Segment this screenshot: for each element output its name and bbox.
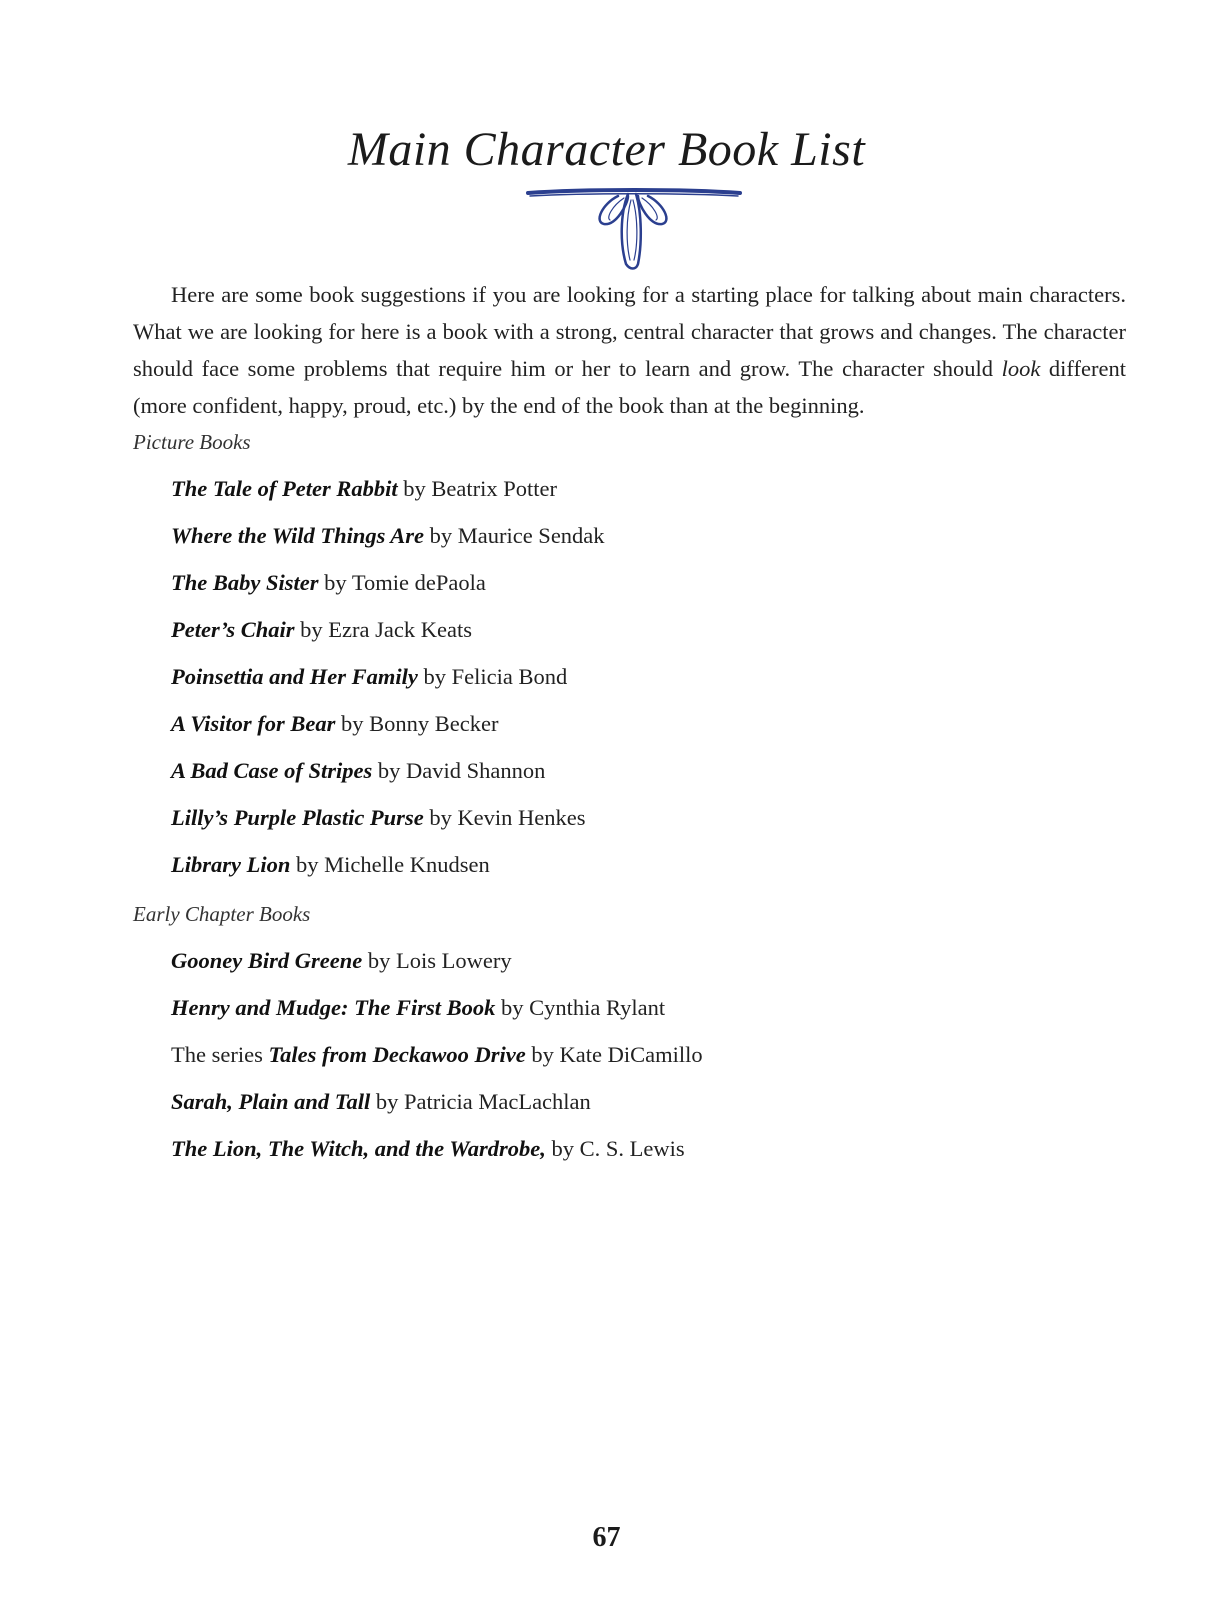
book-item — [171, 523, 605, 549]
page-title: Main Character Book List — [347, 123, 866, 176]
book-item — [171, 1136, 685, 1162]
book-author: by Maurice Sendak — [423, 523, 605, 548]
book-item — [171, 948, 512, 974]
section-label-early-chapter-books: Early Chapter Books — [133, 902, 311, 926]
intro-paragraph — [133, 276, 1126, 424]
book-item — [171, 1089, 591, 1115]
book-item — [171, 664, 567, 690]
book-title: Library Lion — [171, 852, 291, 877]
book-item — [171, 617, 472, 643]
intro-text-part2: different (more confident, happy, proud, etc.) by the end of the book than at the beginning. — [133, 356, 1126, 418]
book-author: by Tomie dePaola — [318, 570, 486, 595]
book-title: Tales from Deckawoo Drive — [268, 1042, 526, 1067]
book-title: Poinsettia and Her Family — [171, 664, 418, 689]
book-item — [171, 1042, 703, 1068]
book-item — [171, 570, 486, 596]
book-title: The Tale of Peter Rabbit — [171, 476, 398, 501]
ribbon-bow-icon — [524, 184, 744, 274]
book-author: by Michelle Knudsen — [290, 852, 490, 877]
book-author: by Ezra Jack Keats — [294, 617, 472, 642]
book-author: by Kate DiCamillo — [525, 1042, 703, 1067]
book-author: by Cynthia Rylant — [495, 995, 666, 1020]
book-title: A Visitor for Bear — [171, 711, 336, 736]
intro-text-part1: Here are some book suggestions if you are looking for a starting place for talking about main characters. What we are looking for here is a book with a strong, central character that grows and changes. The character should face some problems that require him or her to learn and grow. The character should — [133, 282, 1126, 381]
book-author: by Kevin Henkes — [423, 805, 586, 830]
book-title: A Bad Case of Stripes — [171, 758, 373, 783]
book-author: by Felicia Bond — [417, 664, 568, 689]
intro-emphasis: look — [1001, 356, 1041, 381]
book-prefix: The series — [171, 1042, 269, 1067]
book-title: Peter’s Chair — [171, 617, 295, 642]
book-item — [171, 852, 490, 878]
book-title: The Lion, The Witch, and the Wardrobe, — [171, 1136, 546, 1161]
book-author: by C. S. Lewis — [545, 1136, 685, 1161]
book-title: Henry and Mudge: The First Book — [171, 995, 496, 1020]
page-number: 67 — [592, 1522, 621, 1553]
book-title: Where the Wild Things Are — [171, 523, 424, 548]
book-item — [171, 758, 545, 784]
book-item — [171, 805, 586, 831]
book-author: by Patricia MacLachlan — [370, 1089, 591, 1114]
book-author: by David Shannon — [372, 758, 546, 783]
book-author: by Lois Lowery — [362, 948, 512, 973]
book-item — [171, 711, 499, 737]
book-item — [171, 995, 665, 1021]
book-title: Gooney Bird Greene — [171, 948, 363, 973]
book-title: Lilly’s Purple Plastic Purse — [171, 805, 424, 830]
book-title: The Baby Sister — [171, 570, 319, 595]
book-author: by Beatrix Potter — [397, 476, 557, 501]
book-author: by Bonny Becker — [335, 711, 499, 736]
book-title: Sarah, Plain and Tall — [171, 1089, 371, 1114]
book-item — [171, 476, 557, 502]
section-label-picture-books: Picture Books — [133, 430, 251, 454]
